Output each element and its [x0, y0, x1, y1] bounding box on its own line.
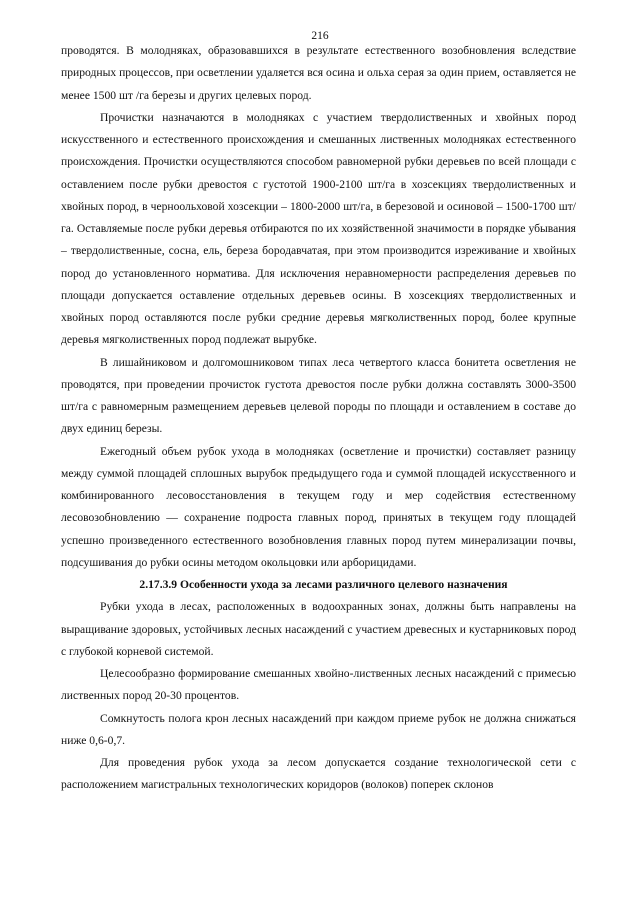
paragraph-lichen-forest-types: В лишайниковом и долгомошниковом типах леса четвертого класса бонитета осветления не проводятся, при проведении прочисток густота древостоя после рубки должна составлять 3000-3500 шт/га с равномерным размещением деревьев целевой породы по площади и оставлением в составе до двух единиц березы. [61, 355, 576, 436]
body-text [61, 40, 576, 797]
paragraph-mixed-stands: Целесообразно формирование смешанных хвойно-лиственных лесных насаждений с примесью лиственных пород 20-30 процентов. [61, 667, 576, 703]
paragraph-canopy-closure: Сомкнутость полога крон лесных насаждений при каждом приеме рубок не должна снижаться ниже 0,6-0,7. [61, 711, 576, 747]
paragraph-technological-network: Для проведения рубок ухода за лесом допускается создание технологической сети с расположением магистральных технологических коридоров (волоков) поперек склонов [61, 756, 576, 792]
page-number: 216 [311, 30, 329, 42]
paragraph-cleaning-prescription: Прочистки назначаются в молодняках с участием твердолиственных и хвойных пород искусственного и естественного происхождения и смешанных лиственных молодняках естественного происхождения. Прочистки осуществляются способом равномерной рубки деревьев по всей площади с оставлением после рубки древостоя с густотой 1900-2100 шт/га в хозсекциях твердолиственных и хвойных пород, в черноольховой хозсекции – 1800-2000 шт/га, в березовой и осиновой – 1500-1700 шт/га. Оставляемые после рубки деревья отбираются по их хозяйственной значимости в порядке убывания – твердолиственные, сосна, ель, береза бородавчатая, при этом производится изреживание и хвойных пород до установленного норматива. Для исключения неравномерности распределения деревьев по площади допускается оставление отдельных деревьев осины. В хозсекциях твердолиственных и хвойных пород оставляются после рубки средние деревья мягколиственных пород, более крупные деревья мягколиственных пород подлежат вырубке. [61, 110, 576, 347]
paragraph-annual-volume: Ежегодный объем рубок ухода в молодняках (осветление и прочистки) составляет разницу между суммой площадей сплошных вырубок предыдущего года и суммой площадей искусственного и комбинированного лесовосстановления в текущем году и мер содействия естественному лесовозобновлению — сохранение подроста главных пород, принятых в текущем году площадей успешно произведенного естественного возобновления главных пород путем минерализации почвы, подсушивания до рубки осины методом окольцовки или арборицидами. [61, 444, 576, 569]
paragraph-water-protection: Рубки ухода в лесах, расположенных в водоохранных зонах, должны быть направлены на выращивание здоровых, устойчивых лесных насаждений с участием древесных и кустарниковых пород с глубокой корневой системой. [61, 600, 576, 658]
paragraph-thinning-natural: проводятся. В молодняках, образовавшихся в результате естественного возобновления вследствие природных процессов, при осветлении удаляется вся осина и ольха серая за один прием, оставляется не менее 1500 шт /га березы и других целевых пород. [61, 44, 576, 102]
section-heading: 2.17.3.9 Особенности ухода за лесами различного целевого назначения [139, 578, 508, 591]
